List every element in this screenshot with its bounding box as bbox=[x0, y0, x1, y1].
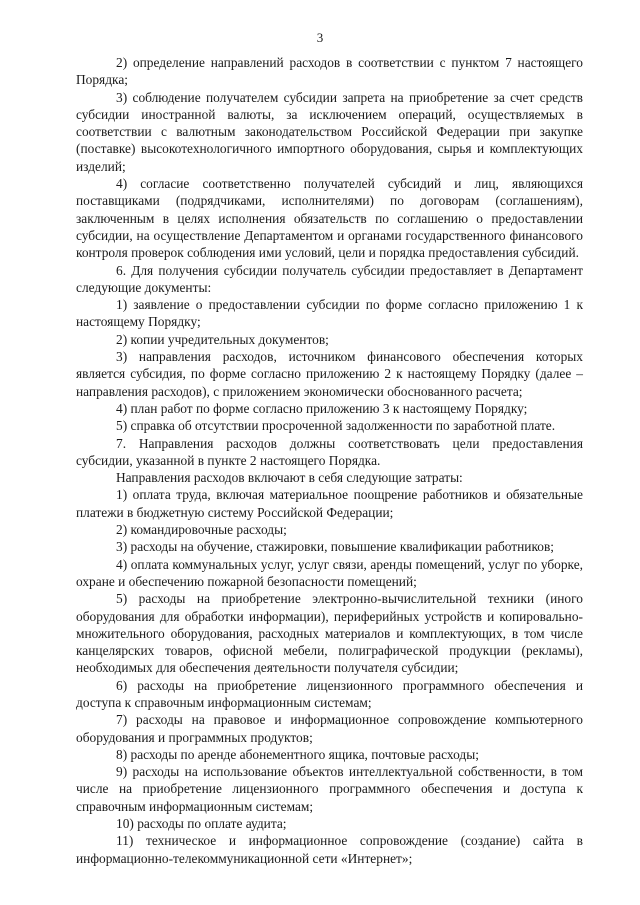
paragraph-expense-4-utilities: 4) оплата коммунальных услуг, услуг связи, аренды помещений, услуг по уборке, охране и обеспечению пожарной безопасности помещений; bbox=[76, 556, 583, 589]
document-body bbox=[76, 54, 583, 867]
paragraph-expense-3-training: 3) расходы на обучение, стажировки, повышение квалификации работников; bbox=[116, 539, 555, 555]
paragraph-doc-2-copies: 2) копии учредительных документов; bbox=[116, 331, 329, 347]
paragraph-doc-4-work-plan: 4) план работ по форме согласно приложению 3 к настоящему Порядку; bbox=[116, 400, 528, 416]
paragraph-expense-11-website: 11) техническое и информационное сопровождение (создание) сайта в информационно-телекоммуникационной сети «Интернет»; bbox=[76, 833, 583, 866]
paragraph-expense-10-audit: 10) расходы по оплате аудита; bbox=[116, 816, 287, 832]
paragraph-expense-8-postal: 8) расходы по аренде абонементного ящика, почтовые расходы; bbox=[116, 746, 479, 762]
paragraph-expense-1-salary: 1) оплата труда, включая материальное поощрение работников и обязательные платежи в бюджетную систему Российской Федерации; bbox=[76, 487, 583, 520]
paragraph-expense-2-travel: 2) командировочные расходы; bbox=[116, 522, 287, 538]
paragraph-doc-1-application: 1) заявление о предоставлении субсидии по форме согласно приложению 1 к настоящему Порядку; bbox=[76, 297, 583, 330]
page-number: 3 bbox=[316, 30, 324, 45]
paragraph-clause-6: 6. Для получения субсидии получатель субсидии предоставляет в Департамент следующие документы: bbox=[76, 262, 583, 295]
paragraph-expense-5-equipment: 5) расходы на приобретение электронно-вычислительной техники (иного оборудования для обработки информации), периферийных устройств и копировально-множительного оборудования, расходных материалов и комплектующих, в том числе канцелярских товаров, офисной мебели, полиграфической продукции (рекламы), необходимых для обеспечения деятельности получателя субсидии; bbox=[76, 591, 583, 676]
paragraph-item-3-currency-ban: 3) соблюдение получателем субсидии запрета на приобретение за счет средств субсидии иностранной валюты, за исключением операций, осуществляемых в соответствии с валютным законодательством Российской Федерации при закупке (поставке) высокотехнологичного импортного оборудования, сырья и комплектующих изделий; bbox=[76, 89, 583, 174]
paragraph-item-4-consent: 4) согласие соответственно получателей субсидий и лиц, являющихся поставщиками (подрядчиками, исполнителями) по договорам (соглашениям), заключенным в целях исполнения обязательств по соглашению о предоставлении субсидии, на осуществление Департаментом и органами государственного финансового контроля проверок соблюдения ими условий, цели и порядка предоставления субсидий. bbox=[76, 176, 583, 261]
paragraph-expense-6-software: 6) расходы на приобретение лицензионного программного обеспечения и доступа к справочным информационным системам; bbox=[76, 677, 583, 710]
paragraph-clause-7: 7. Направления расходов должны соответствовать цели предоставления субсидии, указанной в пункте 2 настоящего Порядка. bbox=[76, 435, 583, 468]
paragraph-item-2-directions: 2) определение направлений расходов в соответствии с пунктом 7 настоящего Порядка; bbox=[76, 55, 583, 88]
paragraph-expense-9-ip: 9) расходы на использование объектов интеллектуальной собственности, в том числе на приобретение лицензионного программного обеспечения и доступа к справочным информационным системам; bbox=[76, 764, 583, 814]
paragraph-doc-3-directions: 3) направления расходов, источником финансового обеспечения которых является субсидия, по форме согласно приложению 2 к настоящему Порядку (далее – направления расходов), с приложением экономически обоснованного расчета; bbox=[76, 349, 583, 399]
paragraph-doc-5-certificate: 5) справка об отсутствии просроченной задолженности по заработной плате. bbox=[116, 418, 556, 434]
paragraph-expense-7-support: 7) расходы на правовое и информационное сопровождение компьютерного оборудования и программных продуктов; bbox=[76, 712, 583, 745]
paragraph-expenses-intro: Направления расходов включают в себя следующие затраты: bbox=[116, 470, 463, 486]
